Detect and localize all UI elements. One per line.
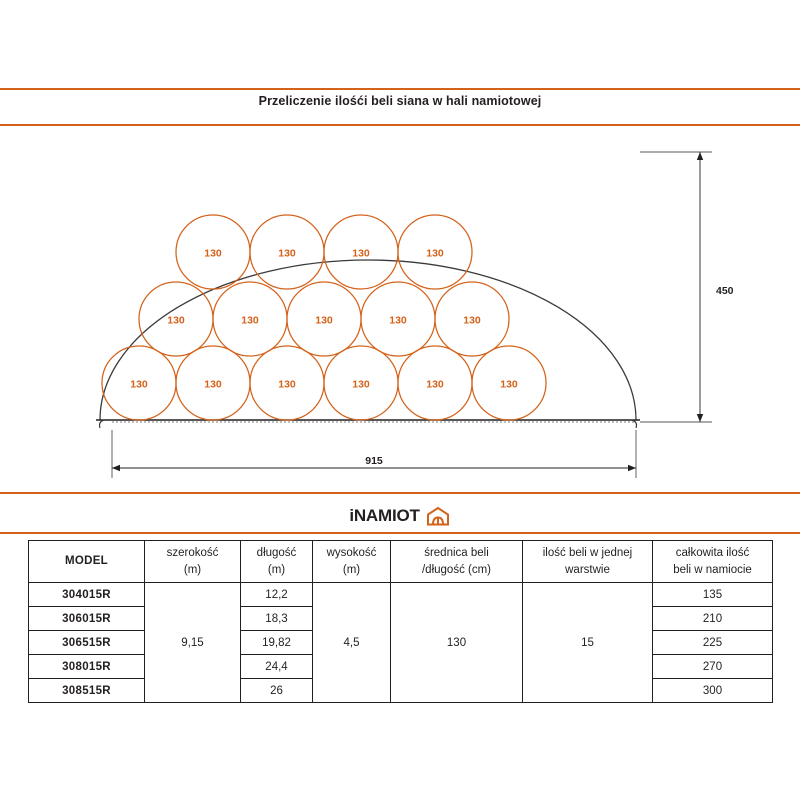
height-arrow-bottom-icon (697, 414, 703, 422)
bale-circle (176, 215, 250, 289)
bale-label: 130 (352, 247, 370, 260)
column-header-length: długość (m) (241, 541, 313, 583)
bale-label: 130 (167, 314, 185, 327)
bale-circle (139, 282, 213, 356)
divider-under-title (0, 124, 800, 126)
cell-total-bales: 270 (653, 655, 773, 679)
bale-circle (398, 346, 472, 420)
cell-model: 304015R (29, 583, 145, 607)
left-foot-icon (100, 420, 105, 428)
column-header-width: szerokość (m) (145, 541, 241, 583)
cell-total-bales: 300 (653, 679, 773, 703)
bale-circle (213, 282, 287, 356)
bale-row-middle (139, 282, 509, 356)
bale-circle (435, 282, 509, 356)
bale-circle (250, 346, 324, 420)
bale-circle (250, 215, 324, 289)
bale-circle (287, 282, 361, 356)
divider-above-logo (0, 492, 800, 494)
column-header-bales-per-layer: ilość beli w jednej warstwie (523, 541, 653, 583)
bale-label: 130 (204, 378, 222, 391)
bale-circle (472, 346, 546, 420)
bale-label: 130 (352, 378, 370, 391)
brand-logo (0, 500, 800, 532)
bale-row-bottom (102, 346, 546, 420)
bale-label: 130 (241, 314, 259, 327)
bale-label: 130 (315, 314, 333, 327)
right-foot-icon (632, 420, 637, 428)
column-header-total-bales: całkowita ilość beli w namiocie (653, 541, 773, 583)
cell-length: 19,82 (241, 631, 313, 655)
cell-bale-diameter-merged: 130 (391, 583, 523, 703)
bale-circle (102, 346, 176, 420)
cell-bales-per-layer-merged: 15 (523, 583, 653, 703)
column-header-model: MODEL (29, 541, 145, 583)
cell-model: 308515R (29, 679, 145, 703)
width-arrow-right-icon (628, 465, 636, 471)
divider-top (0, 88, 800, 90)
bale-label: 130 (130, 378, 148, 391)
cell-length: 12,2 (241, 583, 313, 607)
page-title: Przeliczenie ilośći beli siana w hali namiotowej (258, 94, 542, 108)
width-dimension-label: 915 (365, 455, 383, 467)
bale-circle (176, 346, 250, 420)
cell-length: 24,4 (241, 655, 313, 679)
column-header-height: wysokość (m) (313, 541, 391, 583)
table-row (29, 583, 773, 607)
bale-label: 130 (426, 247, 444, 260)
brand-name: iNAMIOT (349, 506, 420, 525)
bale-label: 130 (389, 314, 407, 327)
cell-height-merged: 4,5 (313, 583, 391, 703)
cell-length: 18,3 (241, 607, 313, 631)
bale-label: 130 (278, 247, 296, 260)
height-arrow-top-icon (697, 152, 703, 160)
column-header-bale-diameter: średnica beli /długość (cm) (391, 541, 523, 583)
cell-length: 26 (241, 679, 313, 703)
divider-below-logo (0, 532, 800, 534)
cell-model: 306515R (29, 631, 145, 655)
tent-house-icon (425, 506, 451, 526)
cell-total-bales: 225 (653, 631, 773, 655)
bale-row-top (176, 215, 472, 289)
bale-label: 130 (463, 314, 481, 327)
tent-cross-section-diagram (0, 130, 800, 490)
bale-label: 130 (204, 247, 222, 260)
bale-circle (324, 346, 398, 420)
cell-model: 306015R (29, 607, 145, 631)
bale-circle (361, 282, 435, 356)
bale-circle (398, 215, 472, 289)
specification-table (28, 540, 773, 703)
cell-model: 308015R (29, 655, 145, 679)
cell-width-merged: 9,15 (145, 583, 241, 703)
bale-label: 130 (500, 378, 518, 391)
cell-total-bales: 135 (653, 583, 773, 607)
specification-table-wrap (28, 540, 772, 703)
bale-circle (324, 215, 398, 289)
bale-label: 130 (426, 378, 444, 391)
table-header-row (29, 541, 773, 583)
height-dimension-label: 450 (716, 285, 734, 297)
cell-total-bales: 210 (653, 607, 773, 631)
bale-label: 130 (278, 378, 296, 391)
width-arrow-left-icon (112, 465, 120, 471)
